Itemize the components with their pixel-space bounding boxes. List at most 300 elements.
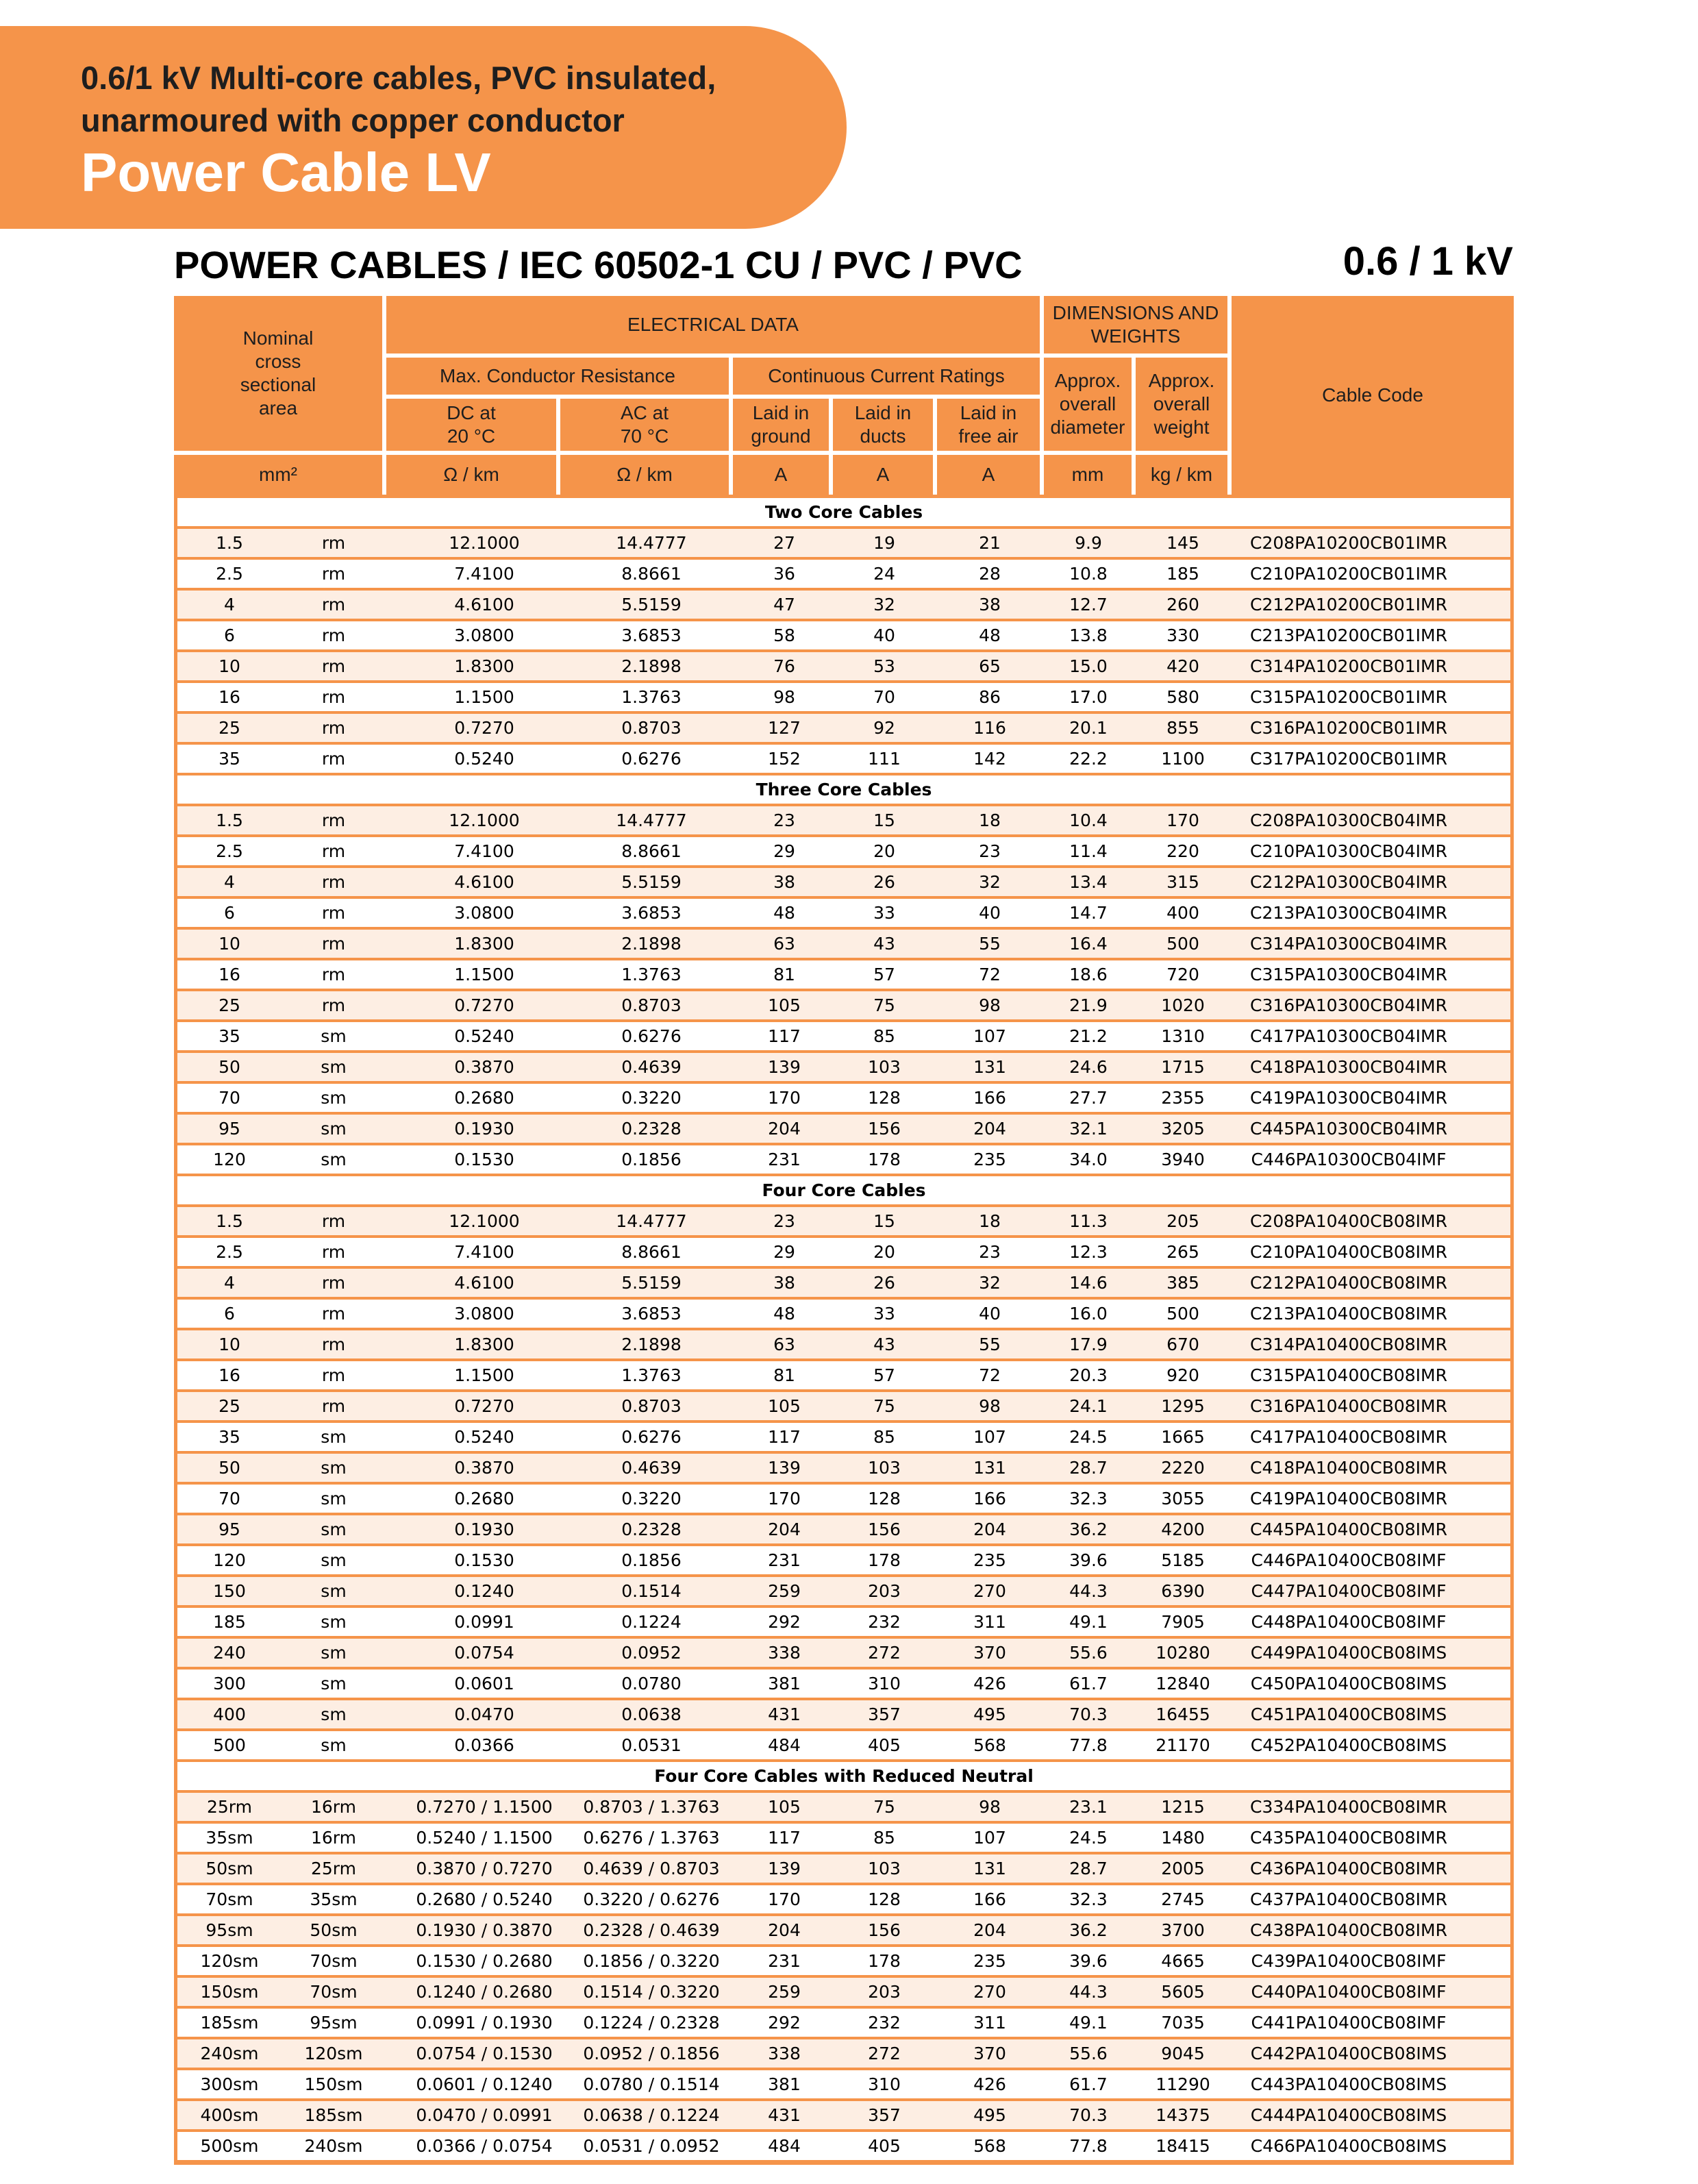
cell-ground: 29 xyxy=(773,841,795,861)
cell-freeair: 98 xyxy=(979,995,1001,1015)
cell-freeair: 48 xyxy=(979,625,1001,645)
cell-weight: 5185 xyxy=(1161,1550,1205,1570)
table-row xyxy=(177,1269,1510,1300)
unit-freeair xyxy=(937,455,1040,495)
header-nominal-area xyxy=(174,296,382,451)
cell-dc: 0.2680 xyxy=(454,1088,514,1108)
cell-ground: 117 xyxy=(768,1026,801,1046)
cell-dc: 0.7270 xyxy=(454,1396,514,1416)
cell-area: 120 xyxy=(213,1150,246,1169)
cell-diameter: 24.5 xyxy=(1069,1828,1108,1848)
cell-code: C418PA10400CB08IMR xyxy=(1249,1458,1447,1478)
cell-ground: 259 xyxy=(768,1581,801,1601)
banner-subtitle-line2: unarmoured with copper conductor xyxy=(81,102,625,138)
cell-shape: 120sm xyxy=(304,2044,363,2063)
cell-area: 25 xyxy=(219,718,240,738)
cell-diameter: 11.3 xyxy=(1069,1211,1108,1231)
cell-ducts: 103 xyxy=(868,1859,901,1878)
cell-ducts: 85 xyxy=(873,1026,895,1046)
cell-weight: 1295 xyxy=(1161,1396,1205,1416)
table-row xyxy=(177,2009,1510,2039)
banner-product-name: Power Cable LV xyxy=(81,142,491,203)
cell-shape: rm xyxy=(321,656,346,676)
cell-freeair: 495 xyxy=(973,1704,1006,1724)
cell-diameter: 28.7 xyxy=(1069,1859,1108,1878)
cell-weight: 2005 xyxy=(1161,1859,1205,1878)
cell-code: C445PA10400CB08IMR xyxy=(1249,1519,1447,1539)
cell-dc: 3.0800 xyxy=(454,625,514,645)
cell-ac: 8.8661 xyxy=(621,1242,682,1262)
cell-diameter: 18.6 xyxy=(1069,965,1108,984)
cell-diameter: 13.4 xyxy=(1069,872,1108,892)
cell-weight: 400 xyxy=(1166,903,1199,923)
cell-freeair: 204 xyxy=(973,1119,1006,1139)
cell-weight: 220 xyxy=(1166,841,1199,861)
cell-freeair: 23 xyxy=(979,841,1001,861)
cell-shape: sm xyxy=(321,1581,347,1601)
cell-diameter: 16.0 xyxy=(1069,1304,1108,1324)
cell-shape: sm xyxy=(321,1119,347,1139)
cell-area: 1.5 xyxy=(216,533,243,553)
cell-code: C210PA10300CB04IMR xyxy=(1249,841,1447,861)
cell-area: 6 xyxy=(224,903,235,923)
table-row xyxy=(177,1084,1510,1115)
cell-area: 70 xyxy=(219,1489,240,1509)
header-current-ratings xyxy=(733,358,1040,395)
cell-ac: 5.5159 xyxy=(621,872,682,892)
cell-freeair: 38 xyxy=(979,595,1001,615)
cell-ac: 0.3220 xyxy=(621,1489,682,1509)
cell-ducts: 26 xyxy=(873,1273,895,1293)
cell-ground: 81 xyxy=(773,965,795,984)
cell-ducts: 85 xyxy=(873,1828,895,1848)
cell-area: 1.5 xyxy=(216,1211,243,1231)
cell-weight: 1310 xyxy=(1161,1026,1205,1046)
cell-freeair: 166 xyxy=(973,1088,1006,1108)
cell-ducts: 92 xyxy=(873,718,895,738)
cell-ducts: 85 xyxy=(873,1427,895,1447)
cell-code: C316PA10200CB01IMR xyxy=(1249,718,1447,738)
table-row xyxy=(177,1145,1510,1176)
cell-shape: rm xyxy=(321,1242,346,1262)
header-diameter xyxy=(1044,358,1132,451)
cell-ducts: 178 xyxy=(868,1550,901,1570)
cell-shape: sm xyxy=(321,1026,347,1046)
cell-weight: 1100 xyxy=(1161,749,1205,769)
cell-diameter: 39.6 xyxy=(1069,1951,1108,1971)
header-ground-label: Laid in ground xyxy=(751,402,811,447)
cell-dc: 7.4100 xyxy=(454,564,514,584)
cell-ac: 0.8703 / 1.3763 xyxy=(583,1797,720,1817)
cell-code: C444PA10400CB08IMS xyxy=(1250,2105,1447,2125)
table-row xyxy=(177,1916,1510,1947)
cell-freeair: 426 xyxy=(973,2074,1006,2094)
cell-diameter: 27.7 xyxy=(1069,1088,1108,1108)
header-ground xyxy=(733,399,829,451)
cell-code: C212PA10400CB08IMR xyxy=(1249,1273,1447,1293)
cell-code: C439PA10400CB08IMF xyxy=(1251,1951,1447,1971)
cell-ducts: 53 xyxy=(873,656,895,676)
table-row xyxy=(177,1670,1510,1700)
cell-ground: 204 xyxy=(768,1119,801,1139)
cell-weight: 580 xyxy=(1166,687,1199,707)
cell-diameter: 70.3 xyxy=(1069,1704,1108,1724)
cell-ac: 0.0638 xyxy=(621,1704,682,1724)
cell-area: 70sm xyxy=(205,1889,253,1909)
cell-diameter: 14.7 xyxy=(1069,903,1108,923)
cell-ducts: 57 xyxy=(873,965,895,984)
cell-shape: sm xyxy=(321,1735,347,1755)
cable-data-table xyxy=(174,495,1514,2165)
cell-ac: 0.8703 xyxy=(621,718,682,738)
cell-freeair: 131 xyxy=(973,1458,1006,1478)
cell-dc: 1.1500 xyxy=(454,687,514,707)
cell-diameter: 77.8 xyxy=(1069,2136,1108,2156)
cell-dc: 4.6100 xyxy=(454,1273,514,1293)
cell-weight: 1665 xyxy=(1161,1427,1205,1447)
cell-diameter: 16.4 xyxy=(1069,934,1108,954)
cell-shape: sm xyxy=(321,1674,347,1693)
cell-ground: 139 xyxy=(768,1057,801,1077)
cell-dc: 0.7270 / 1.1500 xyxy=(416,1797,553,1817)
cell-code: C316PA10300CB04IMR xyxy=(1249,995,1447,1015)
unit-weight xyxy=(1136,455,1227,495)
cell-shape: rm xyxy=(321,1273,346,1293)
cell-ac: 0.4639 / 0.8703 xyxy=(583,1859,720,1878)
cell-code: C448PA10400CB08IMF xyxy=(1251,1612,1447,1632)
cell-shape: rm xyxy=(321,1396,346,1416)
cell-freeair: 270 xyxy=(973,1982,1006,2002)
header-freeair xyxy=(937,399,1040,451)
cell-shape: 240sm xyxy=(304,2136,363,2156)
cell-code: C317PA10200CB01IMR xyxy=(1249,749,1447,769)
cell-diameter: 10.8 xyxy=(1069,564,1108,584)
cell-dc: 0.1930 xyxy=(454,1519,514,1539)
cell-code: C334PA10400CB08IMR xyxy=(1249,1797,1447,1817)
cell-weight: 12840 xyxy=(1156,1674,1210,1693)
cell-code: C314PA10300CB04IMR xyxy=(1249,934,1447,954)
table-row xyxy=(177,1207,1510,1238)
cell-dc: 0.5240 xyxy=(454,749,514,769)
cell-freeair: 65 xyxy=(979,656,1001,676)
cell-shape: sm xyxy=(321,1088,347,1108)
cell-ground: 431 xyxy=(768,2105,801,2125)
cell-weight: 315 xyxy=(1166,872,1199,892)
cell-ground: 48 xyxy=(773,903,795,923)
cell-shape: rm xyxy=(321,1211,346,1231)
cell-area: 16 xyxy=(219,965,240,984)
cell-area: 120sm xyxy=(200,1951,259,1971)
cell-ac: 14.4777 xyxy=(616,810,687,830)
cell-diameter: 24.1 xyxy=(1069,1396,1108,1416)
cell-ducts: 203 xyxy=(868,1581,901,1601)
cell-weight: 260 xyxy=(1166,595,1199,615)
cell-code: C437PA10400CB08IMR xyxy=(1249,1889,1447,1909)
cell-dc: 0.7270 xyxy=(454,995,514,1015)
cell-shape: sm xyxy=(321,1489,347,1509)
cell-weight: 5605 xyxy=(1161,1982,1205,2002)
cell-ground: 117 xyxy=(768,1828,801,1848)
cell-freeair: 98 xyxy=(979,1797,1001,1817)
cell-dc: 0.1930 / 0.3870 xyxy=(416,1920,553,1940)
table-row xyxy=(177,2039,1510,2070)
cell-area: 185 xyxy=(213,1612,246,1632)
cell-ducts: 40 xyxy=(873,625,895,645)
cell-ac: 8.8661 xyxy=(621,564,682,584)
cell-area: 35 xyxy=(219,749,240,769)
cell-ducts: 405 xyxy=(868,2136,901,2156)
cell-ducts: 33 xyxy=(873,903,895,923)
cell-ducts: 310 xyxy=(868,2074,901,2094)
cell-freeair: 72 xyxy=(979,965,1001,984)
cell-diameter: 61.7 xyxy=(1069,2074,1108,2094)
cell-ac: 5.5159 xyxy=(621,1273,682,1293)
cell-weight: 6390 xyxy=(1161,1581,1205,1601)
cell-weight: 170 xyxy=(1166,810,1199,830)
cell-ducts: 128 xyxy=(868,1088,901,1108)
cell-weight: 4200 xyxy=(1161,1519,1205,1539)
header-ac-label: AC at 70 °C xyxy=(620,402,669,447)
cell-ducts: 357 xyxy=(868,2105,901,2125)
cell-shape: rm xyxy=(321,625,346,645)
cell-ground: 292 xyxy=(768,1612,801,1632)
cell-ac: 1.3763 xyxy=(621,1365,682,1385)
cell-freeair: 166 xyxy=(973,1889,1006,1909)
cell-dc: 1.1500 xyxy=(454,965,514,984)
table-row xyxy=(177,652,1510,683)
cell-dc: 0.0754 xyxy=(454,1643,514,1663)
cell-ducts: 15 xyxy=(873,810,895,830)
cell-dc: 0.0601 xyxy=(454,1674,514,1693)
cell-weight: 2220 xyxy=(1161,1458,1205,1478)
table-row xyxy=(177,1885,1510,1916)
unit-dc-label: Ω / km xyxy=(443,464,499,485)
cell-ducts: 405 xyxy=(868,1735,901,1755)
cell-code: C436PA10400CB08IMR xyxy=(1249,1859,1447,1878)
table-row xyxy=(177,1361,1510,1392)
cell-dc: 3.0800 xyxy=(454,1304,514,1324)
cell-dc: 4.6100 xyxy=(454,872,514,892)
section-heading: Four Core Cables xyxy=(177,1176,1510,1207)
table-header xyxy=(174,296,1514,495)
cell-area: 50 xyxy=(219,1057,240,1077)
unit-ground xyxy=(733,455,829,495)
cell-ducts: 26 xyxy=(873,872,895,892)
cell-ground: 38 xyxy=(773,1273,795,1293)
table-row xyxy=(177,806,1510,837)
cell-diameter: 21.9 xyxy=(1069,995,1108,1015)
cell-shape: sm xyxy=(321,1612,347,1632)
header-cable-code xyxy=(1232,296,1514,495)
cell-diameter: 44.3 xyxy=(1069,1982,1108,2002)
cell-freeair: 18 xyxy=(979,1211,1001,1231)
cell-code: C466PA10400CB08IMS xyxy=(1250,2136,1447,2156)
cell-diameter: 17.9 xyxy=(1069,1335,1108,1354)
cell-code: C441PA10400CB08IMF xyxy=(1251,2013,1447,2033)
cell-ground: 338 xyxy=(768,2044,801,2063)
cell-weight: 1715 xyxy=(1161,1057,1205,1077)
cell-code: C442PA10400CB08IMS xyxy=(1250,2044,1447,2063)
header-dc xyxy=(386,399,556,451)
cell-ducts: 111 xyxy=(868,749,901,769)
header-freeair-label: Laid in free air xyxy=(958,402,1019,447)
cell-shape: rm xyxy=(321,1304,346,1324)
cell-freeair: 235 xyxy=(973,1951,1006,1971)
cell-ac: 0.6276 / 1.3763 xyxy=(583,1828,720,1848)
cell-code: C314PA10200CB01IMR xyxy=(1249,656,1447,676)
unit-ground-label: A xyxy=(774,464,788,485)
unit-freeair-label: A xyxy=(982,464,995,485)
cell-ac: 0.0952 xyxy=(621,1643,682,1663)
cell-ac: 0.0952 / 0.1856 xyxy=(583,2044,720,2063)
cell-weight: 1020 xyxy=(1161,995,1205,1015)
cell-freeair: 98 xyxy=(979,1396,1001,1416)
cell-shape: rm xyxy=(321,749,346,769)
cell-diameter: 17.0 xyxy=(1069,687,1108,707)
table-row xyxy=(177,683,1510,714)
banner-subtitle-line1: 0.6/1 kV Multi-core cables, PVC insulated, xyxy=(81,60,716,96)
header-resistance-label: Max. Conductor Resistance xyxy=(440,365,675,386)
header-nominal-label: Nominal cross sectional area xyxy=(240,327,316,419)
cell-code: C419PA10400CB08IMR xyxy=(1249,1489,1447,1509)
cell-weight: 145 xyxy=(1166,533,1199,553)
cell-ac: 8.8661 xyxy=(621,841,682,861)
cell-dc: 0.1930 xyxy=(454,1119,514,1139)
cell-area: 35 xyxy=(219,1427,240,1447)
table-row xyxy=(177,1515,1510,1546)
cell-ac: 0.6276 xyxy=(621,1026,682,1046)
table-row xyxy=(177,1793,1510,1824)
cell-freeair: 107 xyxy=(973,1026,1006,1046)
cell-ducts: 232 xyxy=(868,1612,901,1632)
cell-diameter: 21.2 xyxy=(1069,1026,1108,1046)
cell-dc: 0.5240 xyxy=(454,1427,514,1447)
cell-ducts: 70 xyxy=(873,687,895,707)
cell-area: 4 xyxy=(224,1273,235,1293)
cell-ground: 170 xyxy=(768,1088,801,1108)
cell-dc: 0.0366 xyxy=(454,1735,514,1755)
section-heading: Four Core Cables with Reduced Neutral xyxy=(177,1762,1510,1793)
cell-ac: 0.1856 xyxy=(621,1550,682,1570)
cell-code: C213PA10400CB08IMR xyxy=(1249,1304,1447,1324)
cell-freeair: 116 xyxy=(973,718,1006,738)
header-ducts-label: Laid in ducts xyxy=(854,402,912,447)
cell-dc: 0.5240 xyxy=(454,1026,514,1046)
cell-area: 95 xyxy=(219,1519,240,1539)
cell-area: 120 xyxy=(213,1550,246,1570)
cell-dc: 0.0470 xyxy=(454,1704,514,1724)
table-row xyxy=(177,899,1510,930)
cell-shape: sm xyxy=(321,1427,347,1447)
cell-weight: 2745 xyxy=(1161,1889,1205,1909)
cell-diameter: 20.1 xyxy=(1069,718,1108,738)
cell-dc: 0.3870 / 0.7270 xyxy=(416,1859,553,1878)
cell-shape: rm xyxy=(321,965,346,984)
unit-diameter-label: mm xyxy=(1071,464,1104,485)
cell-code: C314PA10400CB08IMR xyxy=(1249,1335,1447,1354)
cell-area: 500sm xyxy=(200,2136,259,2156)
cell-ducts: 272 xyxy=(868,2044,901,2063)
header-diameter-label: Approx. overall diameter xyxy=(1050,370,1125,438)
unit-diameter xyxy=(1044,455,1132,495)
cell-diameter: 14.6 xyxy=(1069,1273,1108,1293)
cell-ground: 36 xyxy=(773,564,795,584)
cell-code: C445PA10300CB04IMR xyxy=(1249,1119,1447,1139)
cell-ac: 3.6853 xyxy=(621,903,682,923)
cell-ground: 259 xyxy=(768,1982,801,2002)
header-weight xyxy=(1136,358,1227,451)
cell-ground: 231 xyxy=(768,1550,801,1570)
cell-weight: 855 xyxy=(1166,718,1199,738)
cell-freeair: 131 xyxy=(973,1057,1006,1077)
cell-ground: 47 xyxy=(773,595,795,615)
cell-ducts: 75 xyxy=(873,995,895,1015)
cell-ducts: 156 xyxy=(868,1920,901,1940)
cell-shape: rm xyxy=(321,841,346,861)
cell-weight: 205 xyxy=(1166,1211,1199,1231)
cell-ducts: 20 xyxy=(873,1242,895,1262)
cell-code: C212PA10200CB01IMR xyxy=(1249,595,1447,615)
cell-freeair: 107 xyxy=(973,1828,1006,1848)
cell-area: 500 xyxy=(213,1735,246,1755)
cell-weight: 3940 xyxy=(1161,1150,1205,1169)
cell-ground: 381 xyxy=(768,2074,801,2094)
cell-weight: 4665 xyxy=(1161,1951,1205,1971)
cell-area: 150sm xyxy=(200,1982,259,2002)
cell-freeair: 40 xyxy=(979,1304,1001,1324)
cell-shape: rm xyxy=(321,564,346,584)
cell-ground: 23 xyxy=(773,1211,795,1231)
cell-ground: 231 xyxy=(768,1951,801,1971)
cell-area: 25 xyxy=(219,1396,240,1416)
cell-code: C440PA10400CB08IMF xyxy=(1251,1982,1447,2002)
cell-ducts: 33 xyxy=(873,1304,895,1324)
cell-diameter: 10.4 xyxy=(1069,810,1108,830)
cell-code: C210PA10200CB01IMR xyxy=(1249,564,1447,584)
cell-shape: 70sm xyxy=(310,1982,358,2002)
cell-dc: 0.3870 xyxy=(454,1458,514,1478)
cell-weight: 3205 xyxy=(1161,1119,1205,1139)
cell-area: 95 xyxy=(219,1119,240,1139)
cell-freeair: 166 xyxy=(973,1489,1006,1509)
cell-code: C446PA10400CB08IMF xyxy=(1251,1550,1447,1570)
cell-ac: 3.6853 xyxy=(621,625,682,645)
cell-freeair: 311 xyxy=(973,2013,1006,2033)
cell-dc: 12.1000 xyxy=(449,1211,520,1231)
cell-diameter: 12.7 xyxy=(1069,595,1108,615)
cell-area: 1.5 xyxy=(216,810,243,830)
cell-ducts: 156 xyxy=(868,1519,901,1539)
table-row xyxy=(177,1330,1510,1361)
cell-shape: sm xyxy=(321,1150,347,1169)
cell-freeair: 72 xyxy=(979,1365,1001,1385)
table-row xyxy=(177,1300,1510,1330)
cell-ground: 48 xyxy=(773,1304,795,1324)
unit-ac-label: Ω / km xyxy=(616,464,673,485)
table-row xyxy=(177,1639,1510,1670)
cell-ac: 0.0780 / 0.1514 xyxy=(583,2074,720,2094)
cell-ducts: 103 xyxy=(868,1057,901,1077)
cell-ducts: 178 xyxy=(868,1150,901,1169)
cell-shape: rm xyxy=(321,718,346,738)
cell-diameter: 13.8 xyxy=(1069,625,1108,645)
cell-ducts: 310 xyxy=(868,1674,901,1693)
cell-freeair: 23 xyxy=(979,1242,1001,1262)
cell-weight: 11290 xyxy=(1156,2074,1210,2094)
cell-area: 16 xyxy=(219,687,240,707)
table-row xyxy=(177,1053,1510,1084)
table-row xyxy=(177,591,1510,621)
